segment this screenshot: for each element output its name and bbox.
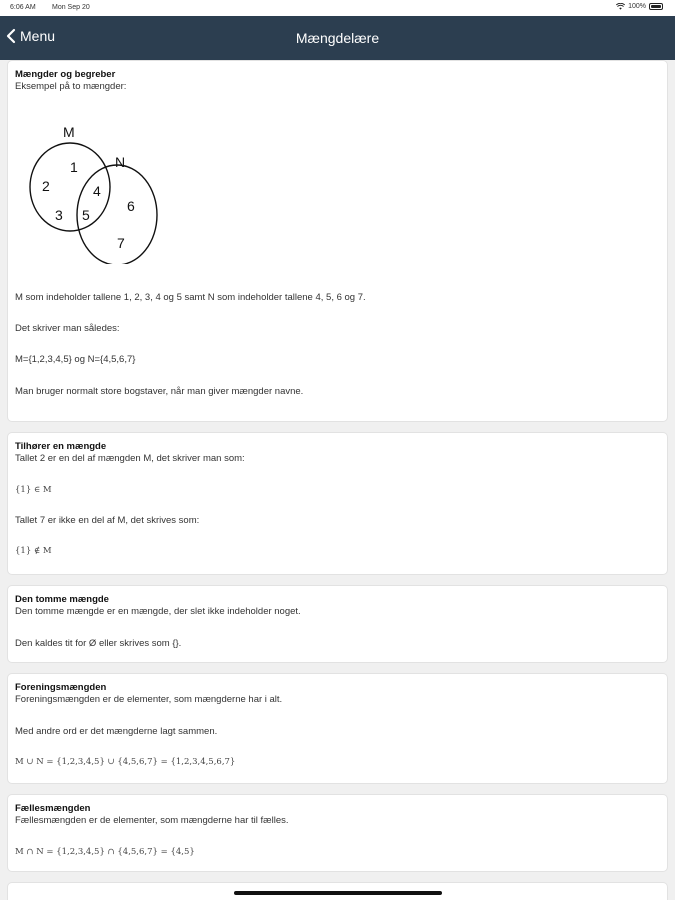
card-line: Det skriver man således:: [15, 323, 120, 335]
card-title: Foreningsmængden: [15, 682, 107, 693]
card-title: Tilhører en mængde: [15, 441, 107, 452]
content-scroll[interactable]: [0, 60, 675, 900]
navigation-bar: [0, 16, 675, 60]
card-title: Mængder og begreber: [15, 69, 116, 80]
venn-element: 3: [55, 206, 63, 223]
card-line: Eksempel på to mængder:: [15, 81, 127, 93]
card-formula: M ∩ N = {1,2,3,4,5} ∩ {4,5,6,7} = {4,5}: [15, 846, 195, 857]
wifi-icon: [616, 3, 625, 10]
card-title: Fællesmængden: [15, 803, 91, 814]
card-maengder-og-begreber: [7, 60, 668, 422]
venn-element: 2: [42, 177, 50, 194]
card-line: Med andre ord er det mængderne lagt sammen.: [15, 725, 218, 737]
venn-element: 1: [70, 158, 78, 175]
card-foreningsmaengden: [7, 673, 668, 784]
venn-element: 5: [82, 206, 90, 223]
card-formula: {1} ∉ M: [15, 546, 52, 557]
card-line: Den kaldes tit for Ø eller skrives som {}.: [15, 637, 182, 649]
card-den-tomme-maengde: [7, 585, 668, 663]
status-bar: [0, 0, 675, 16]
card-tilhorer-en-maengde: [7, 432, 668, 575]
card-line: M som indeholder tallene 1, 2, 3, 4 og 5 samt N som indeholder tallene 4, 5, 6 og 7.: [15, 291, 366, 303]
card-line: M={1,2,3,4,5} og N={4,5,6,7}: [15, 354, 136, 366]
venn-set-m-label: M: [63, 123, 75, 140]
battery-percent: 100%: [628, 3, 646, 10]
card-line: Foreningsmængden er de elementer, som mængderne har i alt.: [15, 694, 283, 706]
card-formula: M ∪ N = {1,2,3,4,5} ∪ {4,5,6,7} = {1,2,3,4,5,6,7}: [15, 757, 236, 768]
venn-set-n-label: N: [115, 153, 126, 170]
venn-element: 6: [127, 197, 135, 214]
venn-element: 7: [117, 234, 125, 251]
status-time: 6:06 AM: [10, 4, 36, 11]
battery-icon: [649, 3, 663, 10]
status-right: [616, 3, 663, 10]
card-title: Den tomme mængde: [15, 594, 109, 605]
status-date: Mon Sep 20: [52, 4, 90, 11]
page-title: Mængdelære: [295, 30, 380, 46]
card-line: Fællesmængden er de elementer, som mængderne har til fælles.: [15, 815, 289, 827]
card-line: Den tomme mængde er en mængde, der slet ikke indeholder noget.: [15, 606, 301, 618]
card-faellesmaengden: [7, 794, 668, 872]
venn-element: 4: [93, 182, 101, 199]
home-indicator[interactable]: [234, 891, 442, 895]
venn-diagram: [20, 114, 170, 264]
card-line: Tallet 2 er en del af mængden M, det skriver man som:: [15, 453, 245, 465]
card-formula: {1} ∈ M: [15, 484, 52, 495]
back-button-label: Menu: [20, 28, 56, 44]
card-line: Man bruger normalt store bogstaver, når man giver mængder navne.: [15, 385, 304, 397]
card-line: Tallet 7 er ikke en del af M, det skrives som:: [15, 514, 200, 526]
